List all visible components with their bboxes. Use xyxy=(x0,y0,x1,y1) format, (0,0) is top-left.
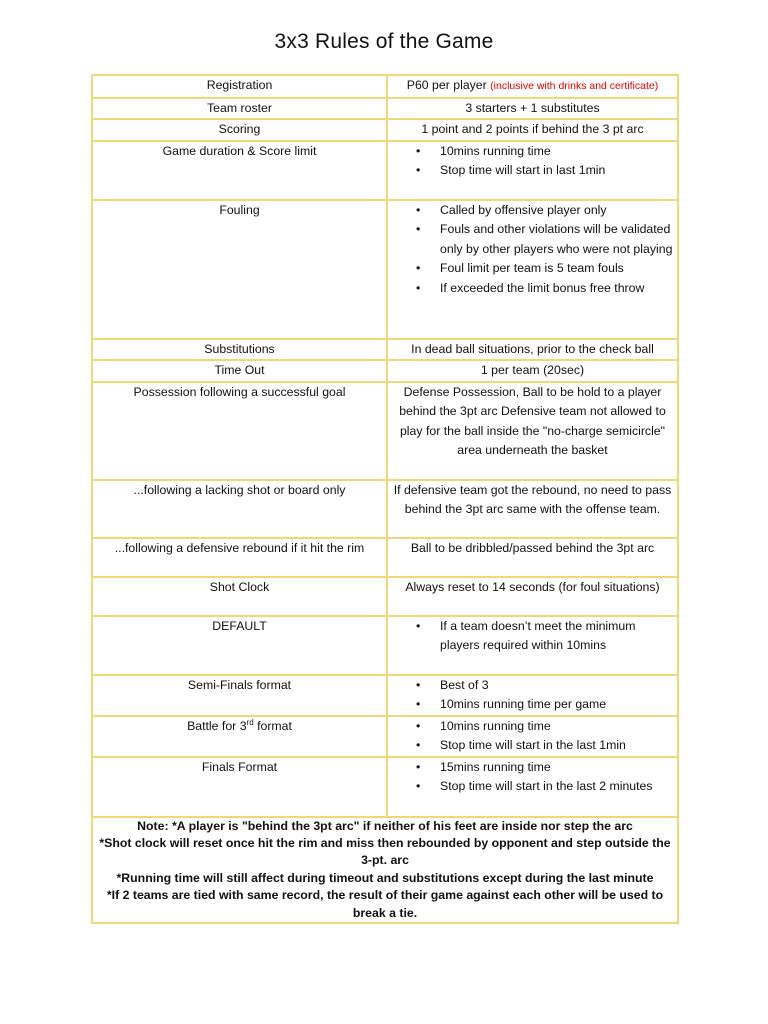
table-row xyxy=(92,98,678,120)
bullet-list xyxy=(392,676,673,715)
bullet-item: • 10mins running time xyxy=(440,717,673,737)
rule-value: If defensive team got the rebound, no need to pass behind the 3pt arc same with the offense team. xyxy=(387,480,678,538)
rule-label: ...following a defensive rebound if it hit the rim xyxy=(92,538,387,577)
rule-label: Scoring xyxy=(92,119,387,141)
rule-value xyxy=(387,141,678,200)
bullet-item: • Foul limit per team is 5 team fouls xyxy=(440,259,673,279)
rule-label: ...following a lacking shot or board only xyxy=(92,480,387,538)
bullet-item: • Fouls and other violations will be validated only by other players who were not playing xyxy=(440,220,673,259)
table-row xyxy=(92,757,678,817)
notes-row xyxy=(92,817,678,923)
table-row xyxy=(92,200,678,339)
table-row xyxy=(92,75,678,98)
rule-label: Possession following a successful goal xyxy=(92,382,387,480)
rule-value-text: P60 per player xyxy=(406,78,487,92)
rule-value: Ball to be dribbled/passed behind the 3pt arc xyxy=(387,538,678,577)
rule-value xyxy=(387,616,678,675)
rule-value: Defense Possession, Ball to be hold to a player behind the 3pt arc Defensive team not allowed to play for the ball inside the "no-charge semicircle" area underneath the basket xyxy=(387,382,678,480)
rule-value xyxy=(387,716,678,757)
rule-label: Game duration & Score limit xyxy=(92,141,387,200)
table-row xyxy=(92,360,678,382)
table-row xyxy=(92,616,678,675)
rule-label: Fouling xyxy=(92,200,387,339)
table-row xyxy=(92,480,678,538)
rule-label xyxy=(92,716,387,757)
table-row xyxy=(92,538,678,577)
bullet-item: • Best of 3 xyxy=(440,676,673,696)
rule-value: In dead ball situations, prior to the check ball xyxy=(387,339,678,361)
rule-value xyxy=(387,75,678,98)
rule-label: Team roster xyxy=(92,98,387,120)
bullet-item: • 10mins running time per game xyxy=(440,695,673,715)
note-line: *Running time will still affect during timeout and substitutions except during the last minute xyxy=(116,870,654,885)
rule-label: Finals Format xyxy=(92,757,387,817)
rule-label: DEFAULT xyxy=(92,616,387,675)
bullet-list xyxy=(392,758,673,797)
rule-label-text: format xyxy=(253,718,292,733)
bullet-item: • Called by offensive player only xyxy=(440,201,673,221)
bullet-item: • 10mins running time xyxy=(440,142,673,162)
table-row xyxy=(92,675,678,716)
note-line: *If 2 teams are tied with same record, the result of their game against each other will be used to break a tie. xyxy=(106,888,664,920)
bullet-item: • Stop time will start in the last 1min xyxy=(440,736,673,756)
rule-value: 1 per team (20sec) xyxy=(387,360,678,382)
bullet-list xyxy=(392,142,673,181)
rule-label: Registration xyxy=(92,75,387,98)
rule-value: 3 starters + 1 substitutes xyxy=(387,98,678,120)
rule-value: 1 point and 2 points if behind the 3 pt arc xyxy=(387,119,678,141)
registration-note: (inclusive with drinks and certificate) xyxy=(490,80,659,92)
rule-label: Time Out xyxy=(92,360,387,382)
bullet-list xyxy=(392,201,673,299)
ordinal-suffix: rd xyxy=(246,717,254,727)
rule-label: Semi-Finals format xyxy=(92,675,387,716)
rule-label: Substitutions xyxy=(92,339,387,361)
table-row xyxy=(92,339,678,361)
note-line: *Shot clock will reset once hit the rim and miss then rebounded by opponent and step outside the 3-pt. arc xyxy=(99,835,671,868)
table-row xyxy=(92,577,678,616)
rule-value xyxy=(387,757,678,817)
bullet-list xyxy=(392,617,673,656)
note-line: Note: *A player is "behind the 3pt arc" if neither of his feet are inside nor step the arc xyxy=(137,818,633,833)
notes-cell xyxy=(92,817,678,923)
bullet-item: • Stop time will start in the last 2 minutes xyxy=(440,777,673,797)
bullet-list xyxy=(392,717,673,756)
table-row xyxy=(92,716,678,757)
bullet-item: • Stop time will start in last 1min xyxy=(440,161,673,181)
rule-label-text: Battle for 3 xyxy=(187,718,247,733)
bullet-item: • 15mins running time xyxy=(440,758,673,778)
table-row xyxy=(92,382,678,480)
rule-value xyxy=(387,200,678,339)
rules-table xyxy=(91,74,679,924)
rule-label: Shot Clock xyxy=(92,577,387,616)
bullet-item: • If exceeded the limit bonus free throw xyxy=(440,279,673,299)
rule-value xyxy=(387,675,678,716)
document-title: 3x3 Rules of the Game xyxy=(274,30,494,53)
rule-value: Always reset to 14 seconds (for foul situations) xyxy=(387,577,678,616)
table-row xyxy=(92,119,678,141)
bullet-item: • If a team doesn’t meet the minimum players required within 10mins xyxy=(440,617,673,656)
table-row xyxy=(92,141,678,200)
